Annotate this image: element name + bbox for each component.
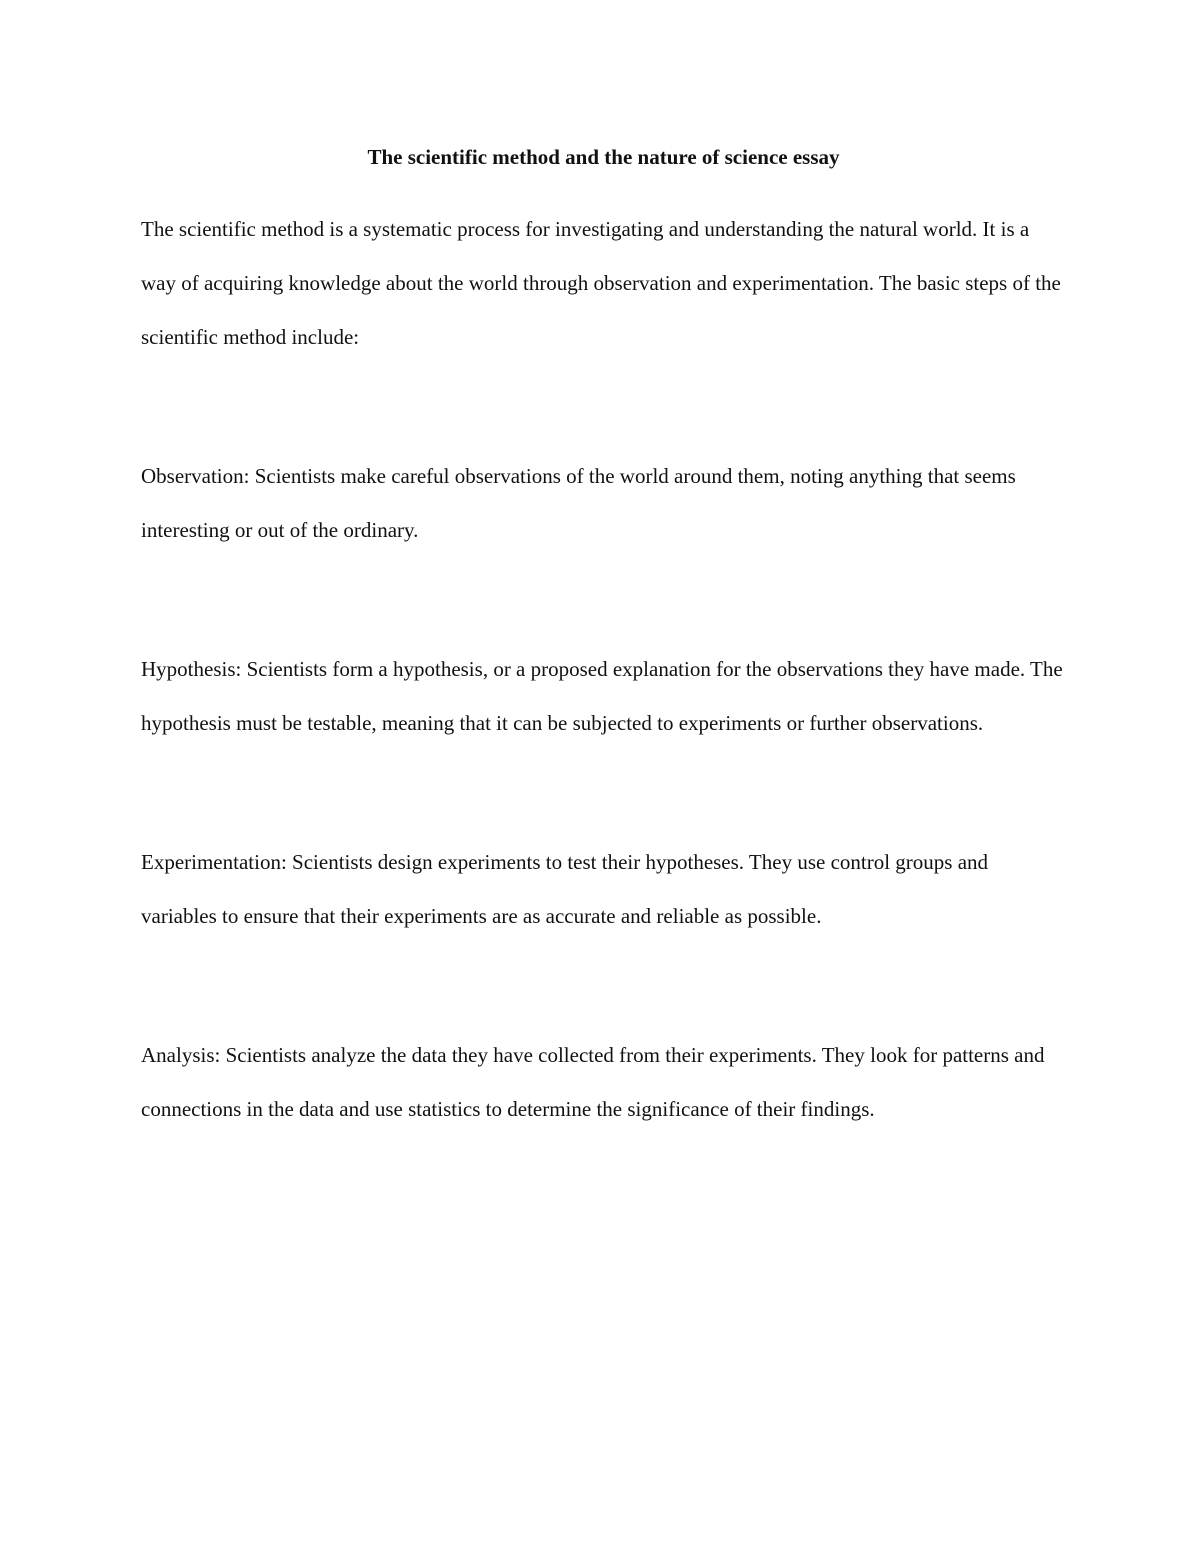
document-body [141,141,1066,1136]
paragraph-analysis: Analysis: Scientists analyze the data they have collected from their experiments. They look for patterns and connections in the data and use statistics to determine the significance of their findings. [141,1043,1045,1121]
paragraph-hypothesis: Hypothesis: Scientists form a hypothesis, or a proposed explanation for the observations they have made. The hypothesis must be testable, meaning that it can be subjected to experiments or further observations. [141,657,1063,735]
paragraph-spacer [141,750,1066,835]
paragraph-spacer [141,557,1066,642]
paragraph-experimentation: Experimentation: Scientists design experiments to test their hypotheses. They use control groups and variables to ensure that their experiments are as accurate and reliable as possible. [141,850,989,928]
document-title: The scientific method and the nature of science essay [367,145,840,169]
paragraph-intro: The scientific method is a systematic process for investigating and understanding the natural world. It is a way of acquiring knowledge about the world through observation and experimentation. The basic steps of the scientific method include: [141,217,1061,349]
paragraph-observation: Observation: Scientists make careful observations of the world around them, noting anything that seems interesting or out of the ordinary. [141,464,1016,542]
paragraph-spacer [141,943,1066,1028]
paragraph-spacer [141,364,1066,449]
